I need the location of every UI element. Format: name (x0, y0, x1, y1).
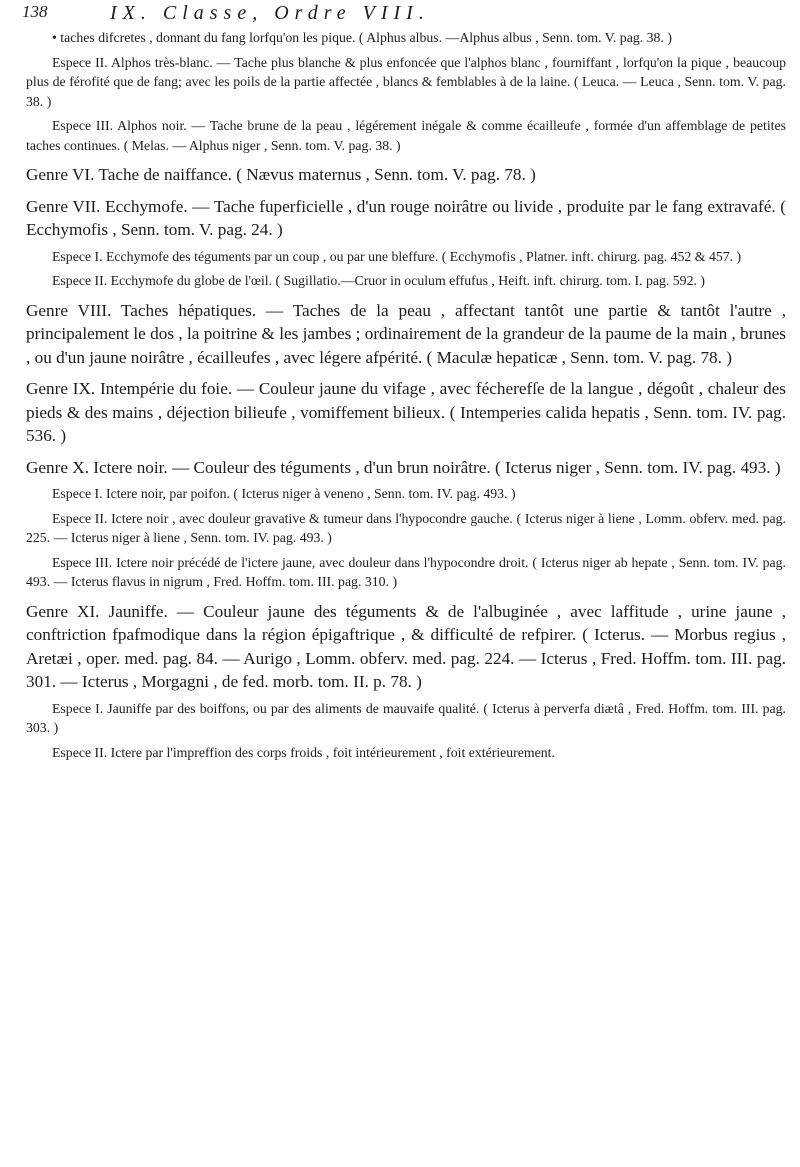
paragraph-genre-9-intemperie-foie: Genre IX. Intempérie du foie. — Couleur jaune du vifage , avec fécherefſe de la langue , dégoût , chaleur des pieds & des mains , déjection bilieufe , vomiffement bilieux. ( Intemperies calida hepatis , Senn. tom. IV. pag. 536. ) (26, 379, 786, 445)
paragraph-espece-2-ecchymose-oeil: Espece II. Ecchymofe du globe de l'œil. ( Sugillatio.—Cruor in oculum effufus , Heift. inft. chirurg. tom. I. pag. 592. ) (52, 273, 705, 288)
paragraph-espece-1-jaunisse-boissons: Espece I. Jauniffe par des boiffons, ou par des aliments de mauvaife qualité. ( Icterus à perverfa diætâ , Fred. Hoffm. tom. III. pag. 303. ) (26, 700, 786, 735)
text-body (26, 28, 786, 762)
paragraph-espece-2-ictere-corps-froids: Espece II. Ictere par l'impreffion des corps froids , foit intérieurement , foit extérieurement. (52, 744, 555, 760)
page-number: 138 (22, 2, 48, 21)
paragraph-espece-1-ictere-poison: Espece I. Ictere noir, par poifon. ( Icterus niger à veneno , Senn. tom. IV. pag. 493. ) (52, 486, 516, 501)
paragraph-alphus-albus-continued: • taches difcretes , donnant du fang lorfqu'on les pique. ( Alphus albus. —Alphus albus , Senn. tom. V. pag. 38. ) (52, 30, 672, 45)
paragraph-genre-6-naevus: Genre VI. Tache de naiffance. ( Nævus maternus , Senn. tom. V. pag. 78. ) (26, 165, 536, 184)
paragraph-genre-10-ictere-noir: Genre X. Ictere noir. — Couleur des téguments , d'un brun noirâtre. ( Icterus niger , Senn. tom. IV. pag. 493. ) (26, 457, 781, 477)
paragraph-genre-11-jaunisse: Genre XI. Jauniffe. — Couleur jaune des téguments & de l'albuginée , avec laffitude , urine jaune , conftriction fpafmodique dans la région épigaftrique , & difficulté de refpirer. ( Icterus. — Morbus regius , Aretæi , oper. med. pag. 84. — Aurigo , Lomm. obferv. med. pag. 224. — Icterus , Fred. Hoffm. tom. III. pag. 301. — Icterus , Morgagni , de fed. morb. tom. II. p. 78. ) (26, 601, 786, 691)
paragraph-genre-7-ecchymose: Genre VII. Ecchymofe. — Tache fuperficielle , d'un rouge noirâtre ou livide , produite par le fang extravafé. ( Ecchymofis , Senn. tom. V. pag. 24. ) (26, 196, 786, 239)
paragraph-espece-3-ictere-hypocondre-droit: Espece III. Ictere noir précédé de l'ictere jaune, avec douleur dans l'hypocondre droit. ( Icterus niger ab hepate , Senn. tom. IV. pag. 493. — Icterus flavus in nigrum , Fred. Hoffm. tom. III. pag. 310. ) (26, 554, 786, 589)
paragraph-espece-3-alphos-noir: Espece III. Alphos noir. — Tache brune de la peau , légérement inégale & comme écailleufe , formée d'un affemblage de petites taches continues. ( Melas. — Alphus niger , Senn. tom. V. pag. 38. ) (26, 118, 786, 153)
paragraph-espece-2-ictere-hypocondre-gauche: Espece II. Ictere noir , avec douleur gravative & tumeur dans l'hypocondre gauche. ( Icterus niger à liene , Lomm. obferv. med. pag. 225. — Icterus niger à liene , Senn. tom. IV. pag. 493. ) (26, 510, 786, 545)
paragraph-genre-8-taches-hepatiques: Genre VIII. Taches hépatiques. — Taches de la peau , affectant tantôt une partie & tantôt l'autre , principalement le dos , la poitrine & les jambes ; ordinairement de la grandeur de la paume de la main , brunes , ou d'un jaune noirâtre , écailleufes , avec légere afpérité. ( Maculæ hepaticæ , Senn. tom. V. pag. 78. ) (26, 300, 786, 367)
running-header (0, 0, 800, 26)
running-title: IX. Classe, Ordre VIII. (110, 2, 430, 24)
paragraph-espece-1-ecchymose-teguments: Espece I. Ecchymofe des téguments par un coup , ou par une bleffure. ( Ecchymofis , Platner. inft. chirurg. pag. 452 & 457. ) (52, 248, 742, 264)
paragraph-espece-2-alphos-tres-blanc: Espece II. Alphos très-blanc. — Tache plus blanche & plus enfoncée que l'alphos blanc , fourniffant , lorfqu'on la pique , beaucoup plus de férofité que de fang; avec les poils de la partie affectée , blancs & femblables à de la laine. ( Leuca. — Leuca , Senn. tom. V. pag. 38. ) (26, 54, 786, 109)
